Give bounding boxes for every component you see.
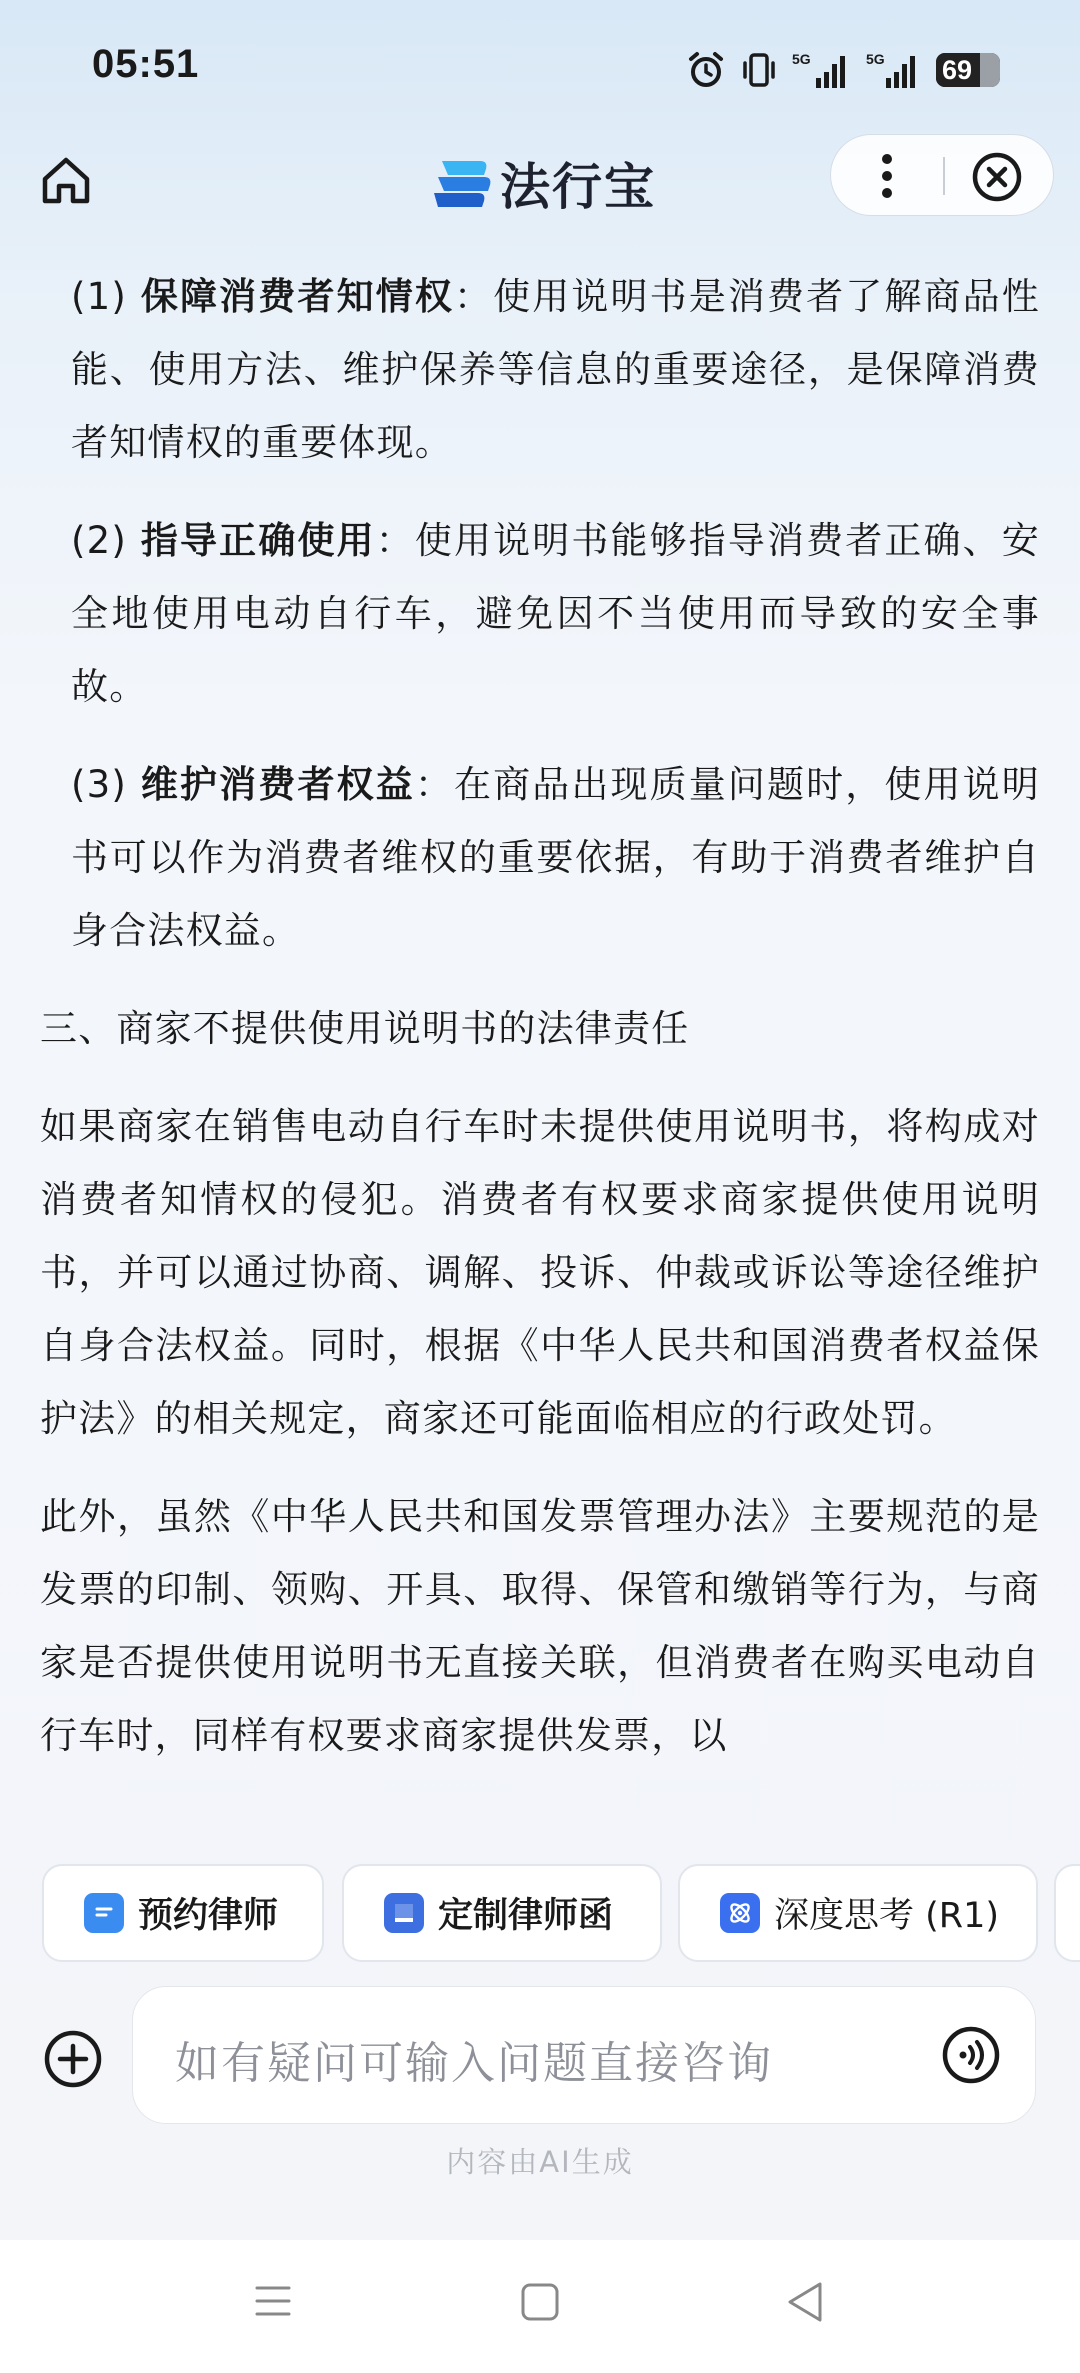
back-triangle-icon[interactable] (785, 2280, 825, 2324)
home-icon[interactable] (38, 152, 94, 208)
alarm-icon (686, 50, 726, 90)
close-circle-icon[interactable] (971, 151, 1023, 203)
custom-lawyer-letter-button[interactable]: 定制律师函 (342, 1864, 662, 1962)
app-logo (432, 150, 656, 216)
list-item: (1) 保障消费者知情权：使用说明书是消费者了解商品性能、使用方法、维护保养等信息的重要途径，是保障消费者知情权的重要体现。 (71, 275, 1040, 464)
plus-circle-icon[interactable] (42, 2028, 104, 2090)
capsule-divider (943, 157, 945, 195)
status-bar (0, 0, 1080, 130)
network-label: 5G (866, 51, 885, 67)
system-nav-bar (0, 2240, 1080, 2373)
home-square-icon[interactable] (520, 2282, 560, 2322)
menu-icon[interactable] (254, 2282, 292, 2320)
deep-thinking-button[interactable]: 深度思考 (R1) (678, 1864, 1038, 1962)
logo-mark-icon (432, 157, 494, 209)
book-lawyer-button[interactable]: 预约律师 (42, 1864, 324, 1962)
paragraph: 此外，虽然《中华人民共和国发票管理办法》主要规范的是发票的印制、领购、开具、取得、保管和缴销等行为，与商家是否提供使用说明书无直接关联，但消费者在购买电动自行车时，同样有权要求商家提供发票，以 (40, 1495, 1040, 1757)
voice-icon[interactable] (941, 2025, 1001, 2085)
status-time: 05:51 (92, 42, 200, 86)
section-heading: 三、商家不提供使用说明书的法律责任 (40, 1007, 690, 1050)
book-icon (384, 1893, 424, 1933)
battery-level: 69 (942, 54, 973, 85)
more-vertical-icon[interactable] (867, 149, 907, 203)
app-header (0, 130, 1080, 240)
paragraph: 如果商家在销售电动自行车时未提供使用说明书，将构成对消费者知情权的侵犯。消费者有权要求商家提供使用说明书，并可以通过协商、调解、投诉、仲裁或诉讼等途径维护自身合法权益。同时，根据《中华人民共和国消费者权益保护法》的相关规定，商家还可能面临相应的行政处罚。 (40, 1105, 1040, 1440)
question-input[interactable] (132, 1986, 1036, 2124)
network-label: 5G (792, 51, 811, 67)
battery-icon (936, 53, 1000, 87)
more-chip-button[interactable] (1054, 1864, 1080, 1962)
quick-actions (42, 1864, 1080, 1964)
list-item: (3) 维护消费者权益：在商品出现质量问题时，使用说明书可以作为消费者维权的重要依据，有助于消费者维护自身合法权益。 (71, 763, 1040, 952)
input-placeholder: 如有疑问可输入问题直接咨询 (175, 2038, 773, 2089)
list-item: (2) 指导正确使用：使用说明书能够指导消费者正确、安全地使用电动自行车，避免因不当使用而导致的安全事故。 (71, 519, 1040, 708)
document-icon (84, 1893, 124, 1933)
ai-generated-note: 内容由AI生成 (446, 2145, 634, 2179)
answer-content (40, 260, 1040, 1838)
app-name: 法行宝 (500, 158, 656, 216)
vibrate-icon (740, 50, 778, 90)
signal-5g-icon (792, 50, 852, 90)
atom-icon (720, 1893, 760, 1933)
status-icons (686, 48, 1000, 92)
signal-5g-icon (866, 50, 922, 90)
mini-program-capsule (830, 134, 1054, 216)
